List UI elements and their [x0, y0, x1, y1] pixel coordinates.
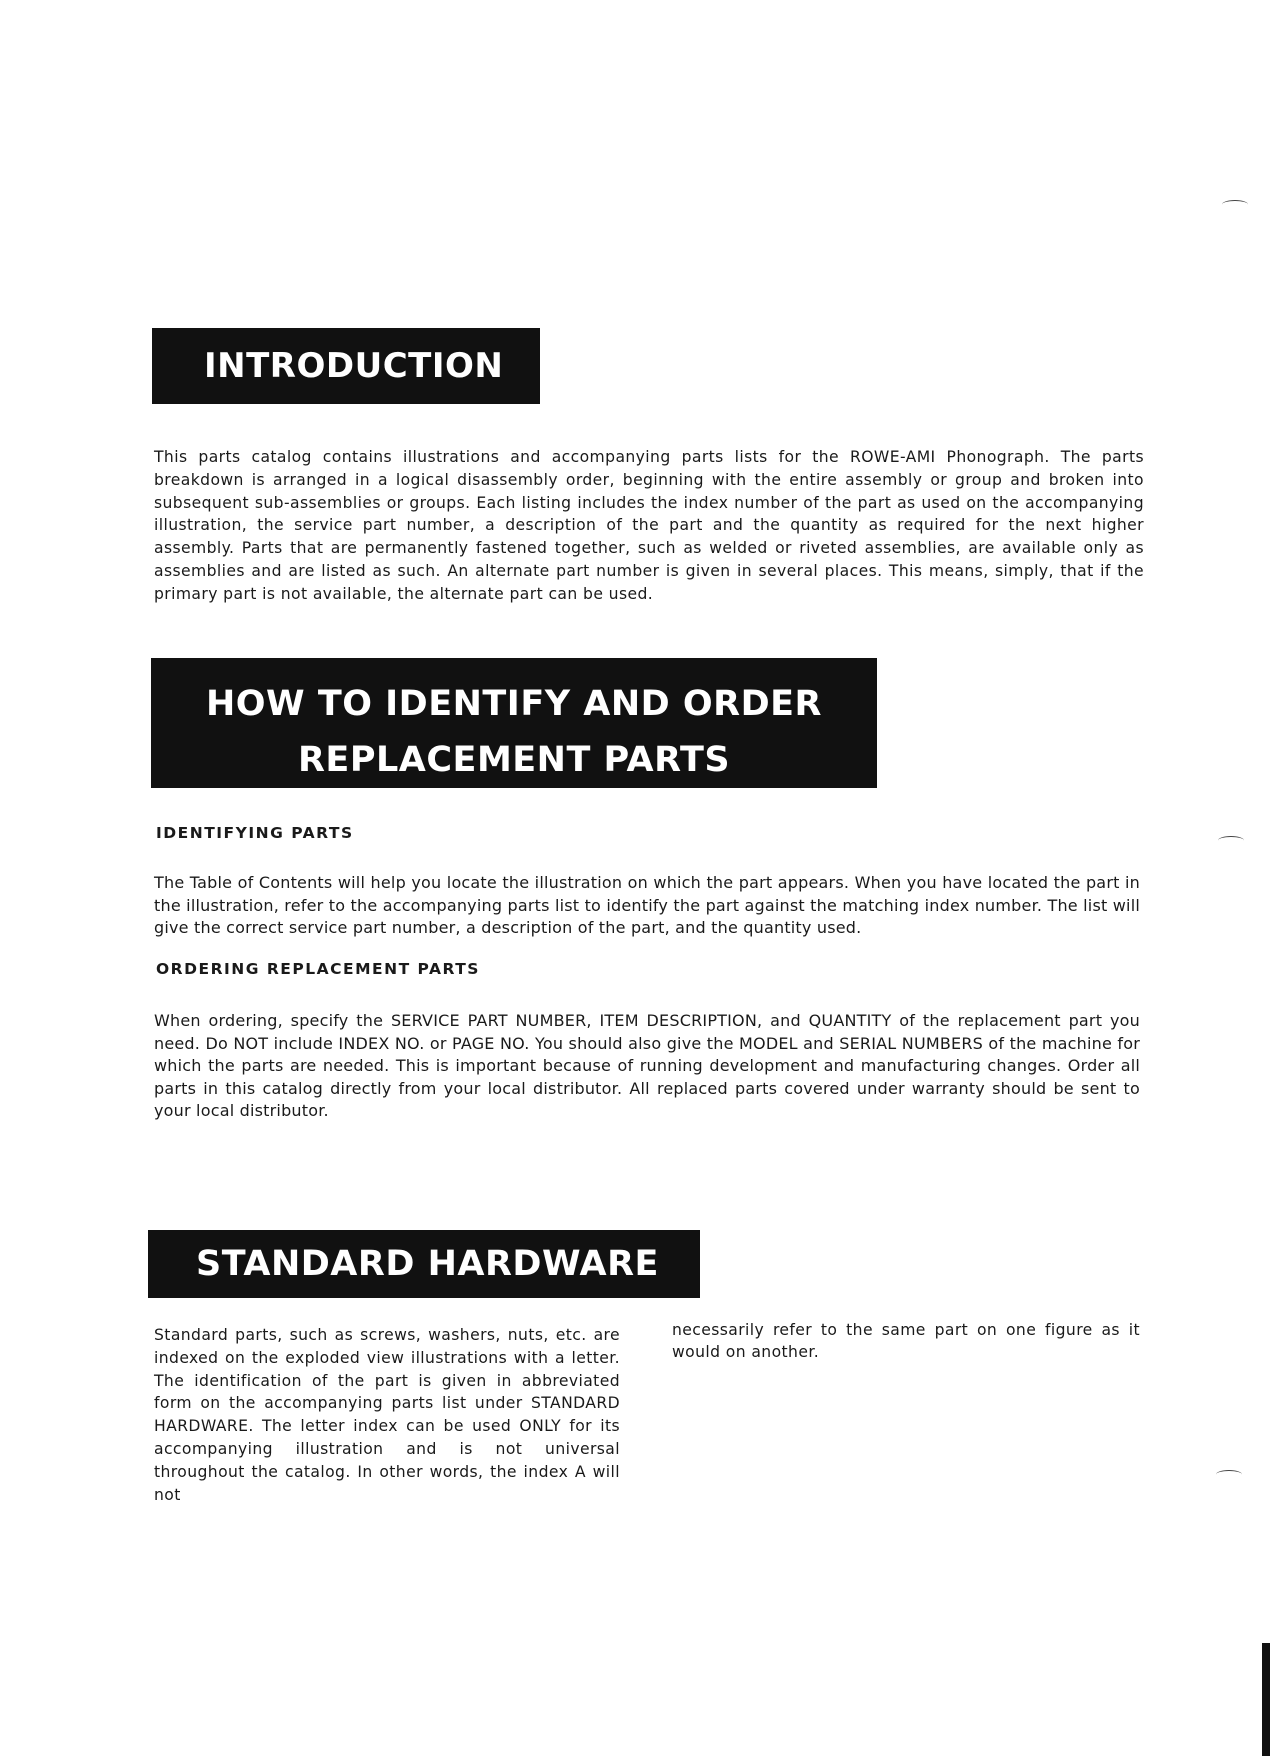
- how-to-order-heading: [151, 658, 877, 788]
- how-to-order-heading-line1: HOW TO IDENTIFY AND ORDER: [206, 684, 822, 724]
- introduction-heading-text: INTRODUCTION: [204, 346, 504, 386]
- standard-hardware-heading-text: STANDARD HARDWARE: [196, 1244, 659, 1284]
- identifying-parts-paragraph: The Table of Contents will help you locate the illustration on which the part appears. When you have located the part in the illustration, refer to the accompanying parts list to identify the part against the matching index number. The list will give the correct service part number, a description of the part, and the quantity used.: [154, 873, 1140, 938]
- standard-hardware-paragraph-right: necessarily refer to the same part on one figure as it would on another.: [672, 1321, 1140, 1361]
- standard-hardware-paragraph-left: Standard parts, such as screws, washers, nuts, etc. are indexed on the exploded view illustrations with a letter. The identification of the part is given in abbreviated form on the accompanying parts list under STANDARD HARDWARE. The letter index can be used ONLY for its accompanying illustration and is not universal throughout the catalog. In other words, the index A will not: [154, 1326, 620, 1504]
- how-to-order-heading-line2: REPLACEMENT PARTS: [297, 740, 731, 780]
- ordering-parts-subheading: ORDERING REPLACEMENT PARTS: [156, 960, 480, 978]
- introduction-paragraph: This parts catalog contains illustrations and accompanying parts lists for the ROWE-AMI Phonograph. The parts breakdown is arranged in a logical disassembly order, beginning with the entire assembly or group and broken into subsequent sub-assemblies or groups. Each listing includes the index number of the part as used on the accompanying illustration, the service part number, a description of the part and the quantity as required for the next higher assembly. Parts that are permanently fastened together, such as welded or riveted assemblies, are available only as assemblies and are listed as such. An alternate part number is given in several places. This means, simply, that if the primary part is not available, the alternate part can be used.: [154, 448, 1144, 603]
- scan-mark-top: [1222, 200, 1248, 209]
- scan-edge-bar: [1262, 1643, 1270, 1756]
- introduction-heading: [152, 328, 540, 404]
- scan-mark-bottom: [1216, 1470, 1242, 1479]
- scan-mark-middle: [1218, 836, 1244, 845]
- ordering-parts-paragraph: When ordering, specify the SERVICE PART NUMBER, ITEM DESCRIPTION, and QUANTITY of the replacement part you need. Do NOT include INDEX NO. or PAGE NO. You should also give the MODEL and SERIAL NUMBERS of the machine for which the parts are needed. This is important because of running development and manufacturing changes. Order all parts in this catalog directly from your local distributor. All replaced parts covered under warranty should be sent to your local distributor.: [154, 1011, 1140, 1121]
- identifying-parts-subheading: IDENTIFYING PARTS: [156, 824, 354, 842]
- standard-hardware-heading: [148, 1230, 700, 1298]
